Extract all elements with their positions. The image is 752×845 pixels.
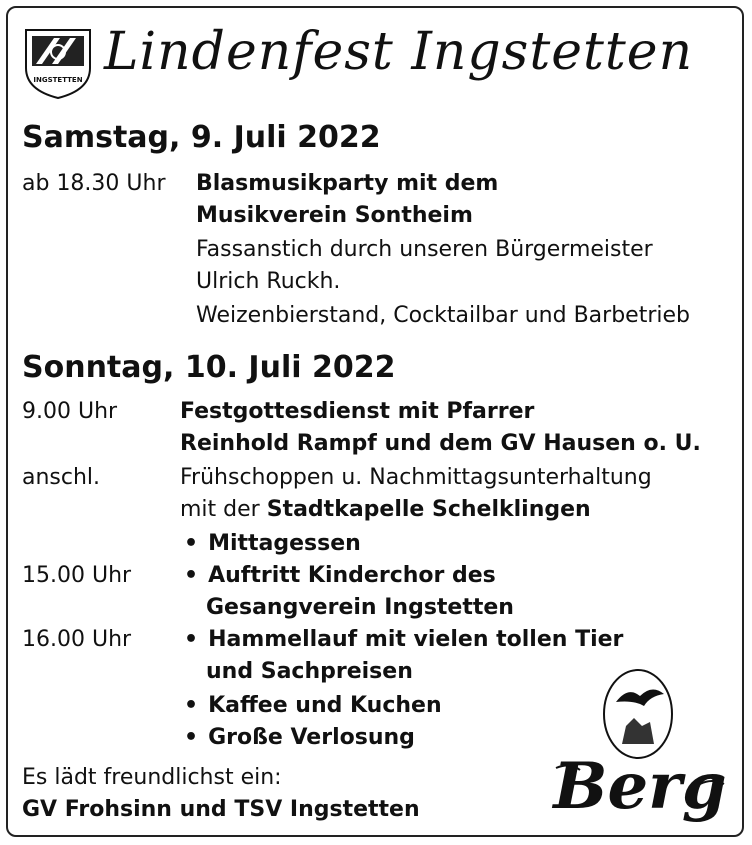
item-kaffee: • Kaffee und Kuchen [184,690,442,722]
hosts-text: GV Frohsinn und TSV Ingstetten [22,797,420,822]
invite-text: Es lädt freundlichst ein: [22,765,282,790]
sunday-time-2: anschl. [22,465,101,490]
saturday-heading: Samstag, 9. Juli 2022 [22,120,381,155]
club-emblem-logo [22,24,94,100]
sunday-heading: Sonntag, 10. Juli 2022 [22,350,396,385]
saturday-line-4: Ulrich Ruckh. [196,269,341,294]
logo-text: INGSTETTEN [33,76,83,84]
sunday-time-1: 9.00 Uhr [22,399,118,424]
saturday-time: ab 18.30 Uhr [22,171,166,196]
saturday-line-3: Fassanstich durch unseren Bürgermeister [196,237,653,262]
mass-line-1: Festgottesdienst mit Pfarrer [180,399,535,424]
page-title: Lindenfest Ingstetten [104,22,694,82]
berg-brewery-logo [550,666,730,836]
item-verlosung: • Große Verlosung [184,722,415,754]
sunday-time-3: 15.00 Uhr [22,563,132,588]
fruhschoppen-prefix: mit der [180,497,260,522]
sunday-time-4: 16.00 Uhr [22,627,132,652]
item-hammellauf-1: • Hammellauf mit vielen tollen Tier [184,624,623,656]
item-hammellauf-2: und Sachpreisen [206,659,413,684]
mass-line-2: Reinhold Rampf und dem GV Hausen o. U. [180,431,701,456]
item-kinderchor-2: Gesangverein Ingstetten [206,595,514,620]
fruhschoppen-line-2 [180,494,591,526]
saturday-line-5: Weizenbierstand, Cocktailbar und Barbetrieb [196,303,690,328]
berg-logo-text: Berg [553,749,727,824]
band-name: Stadtkapelle Schelklingen [266,497,591,522]
saturday-line-1: Blasmusikparty mit dem [196,171,499,196]
saturday-line-2: Musikverein Sontheim [196,203,473,228]
fruhschoppen-line-1: Frühschoppen u. Nachmittagsunterhaltung [180,465,652,490]
item-mittagessen: • Mittagessen [184,528,361,560]
item-kinderchor-1: • Auftritt Kinderchor des [184,560,496,592]
